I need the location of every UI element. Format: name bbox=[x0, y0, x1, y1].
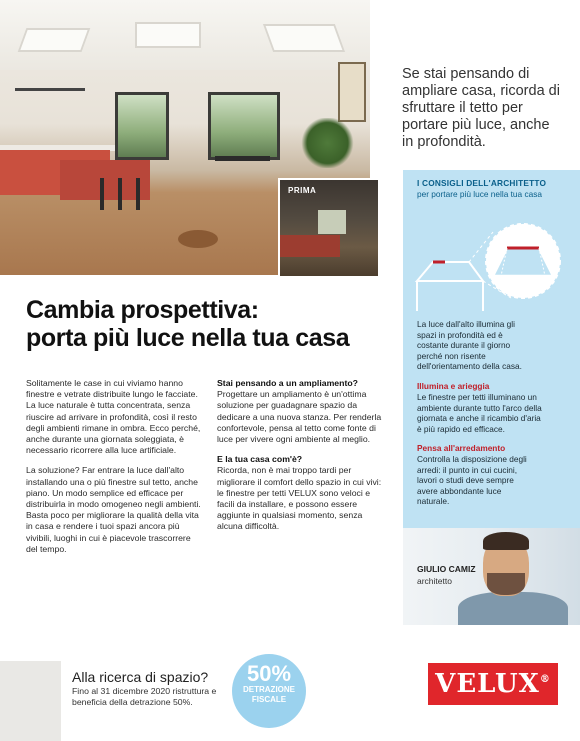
sidebar-section-title: Illumina e arieggia bbox=[417, 381, 490, 391]
footer-text: Fino al 31 dicembre 2020 ristruttura e beneficia della detrazione 50%. bbox=[72, 686, 217, 707]
headline-line-2: porta più luce nella tua casa bbox=[26, 324, 350, 352]
photo-window bbox=[208, 92, 280, 160]
body-paragraph: Progettare un ampliamento è un'ottima soluzione per guadagnare spazio da dedicare a una nuova stanza. Per renderla confortevole, pensa al tetto come fonte di luce per vivere ogni ambiente al meglio. bbox=[217, 389, 382, 445]
photo-dog bbox=[178, 230, 218, 248]
inset-counter bbox=[280, 235, 340, 257]
sidebar-section-text: Le finestre per tetti illuminano un ambiente durante tutto l'arco della giornata e anche il ricambio d'aria è più rapido ed efficace. bbox=[417, 392, 542, 434]
sidebar-section-text: Controlla la disposizione degli arredi: il punto in cui cucini, lavori o studi deve sempre avere abbondante luce naturale. bbox=[417, 454, 527, 506]
architect-photo bbox=[403, 528, 580, 625]
badge-label-2: FISCALE bbox=[251, 695, 287, 704]
velux-logo[interactable] bbox=[428, 663, 558, 705]
badge-label-1: DETRAZIONE bbox=[243, 685, 295, 694]
body-paragraph: La soluzione? Far entrare la luce dall'alto installando una o più finestre sul tetto, anche piano. Un modo semplice ed efficace per distribuirla in modo omogeneo negli ambienti. Basta poco per migliorare la qualità della vita in casa e rendere i tuoi spazi ancora più vivibili, luoghi in cui è piacevole trascorrere del tempo. bbox=[26, 465, 201, 554]
tax-deduction-badge bbox=[232, 654, 306, 728]
badge-percent: 50% bbox=[246, 661, 292, 686]
footer-question: Alla ricerca di spazio? bbox=[72, 669, 209, 685]
photo-wall-art bbox=[338, 62, 366, 122]
photo-stool bbox=[136, 178, 140, 210]
sidebar-title: I CONSIGLI DELL'ARCHITETTO bbox=[417, 178, 547, 188]
footer-grey-block bbox=[0, 661, 61, 741]
inset-window bbox=[318, 210, 346, 234]
sidebar-paragraph: La luce dall'alto illumina gli spazi in profondità ed è costante durante il giorno perché non risente dell'orientamento della casa. bbox=[417, 319, 522, 371]
architect-tips-sidebar bbox=[403, 170, 580, 528]
photo-window bbox=[115, 92, 169, 160]
page-headline bbox=[26, 296, 386, 352]
body-paragraph: Solitamente le case in cui viviamo hanno finestre e vetrate distribuite lungo le facciate. La luce naturale è tutta concentrata, senza riuscire ad arrivare in profondità, così il resto degli ambienti rimane in ombra. Ecco perché, anche durante una giornata soleggiata, è necessario ricorrere alla luce artificiale. bbox=[26, 378, 201, 456]
intro-text: Se stai pensando di ampliare casa, ricorda di sfruttare il tetto per portare più luce, anche in profondità. bbox=[402, 66, 560, 150]
photo-stool bbox=[100, 178, 104, 210]
body-subheading: Stai pensando a un ampliamento? bbox=[217, 378, 358, 388]
before-photo-inset bbox=[278, 178, 380, 278]
body-column-2 bbox=[217, 378, 389, 542]
photo-plant bbox=[300, 118, 355, 168]
headline-line-1: Cambia prospettiva: bbox=[26, 296, 259, 324]
photo-skylight bbox=[18, 28, 91, 52]
inset-label: PRIMA bbox=[288, 186, 317, 195]
body-paragraph: Ricorda, non è mai troppo tardi per migliorare il comfort dello spazio in cui vivi: le finestre per tetti VELUX sono veloci e facili da installare, e possono essere aggiunte in qualsiasi momento, senza alcuna difficoltà. bbox=[217, 465, 382, 532]
body-subheading: E la tua casa com'è? bbox=[217, 454, 303, 465]
architect-hair bbox=[483, 532, 529, 550]
sidebar-subtitle: per portare più luce nella tua casa bbox=[417, 189, 542, 199]
architect-shirt bbox=[458, 592, 568, 625]
roof-light-diagram-icon bbox=[411, 206, 576, 311]
registered-mark: ® bbox=[539, 674, 551, 685]
photo-stool bbox=[118, 178, 122, 210]
velux-wordmark: VELUX bbox=[435, 669, 540, 699]
sidebar-section-title: Pensa all'arredamento bbox=[417, 443, 506, 453]
photo-skylight bbox=[263, 24, 345, 52]
photo-skylight bbox=[135, 22, 201, 48]
architect-beard bbox=[487, 573, 525, 595]
photo-table bbox=[215, 156, 270, 161]
architect-role: architetto bbox=[417, 576, 452, 586]
photo-shelf bbox=[15, 88, 85, 91]
architect-name: GIULIO CAMIZ bbox=[417, 564, 476, 574]
body-column-1 bbox=[26, 378, 204, 564]
